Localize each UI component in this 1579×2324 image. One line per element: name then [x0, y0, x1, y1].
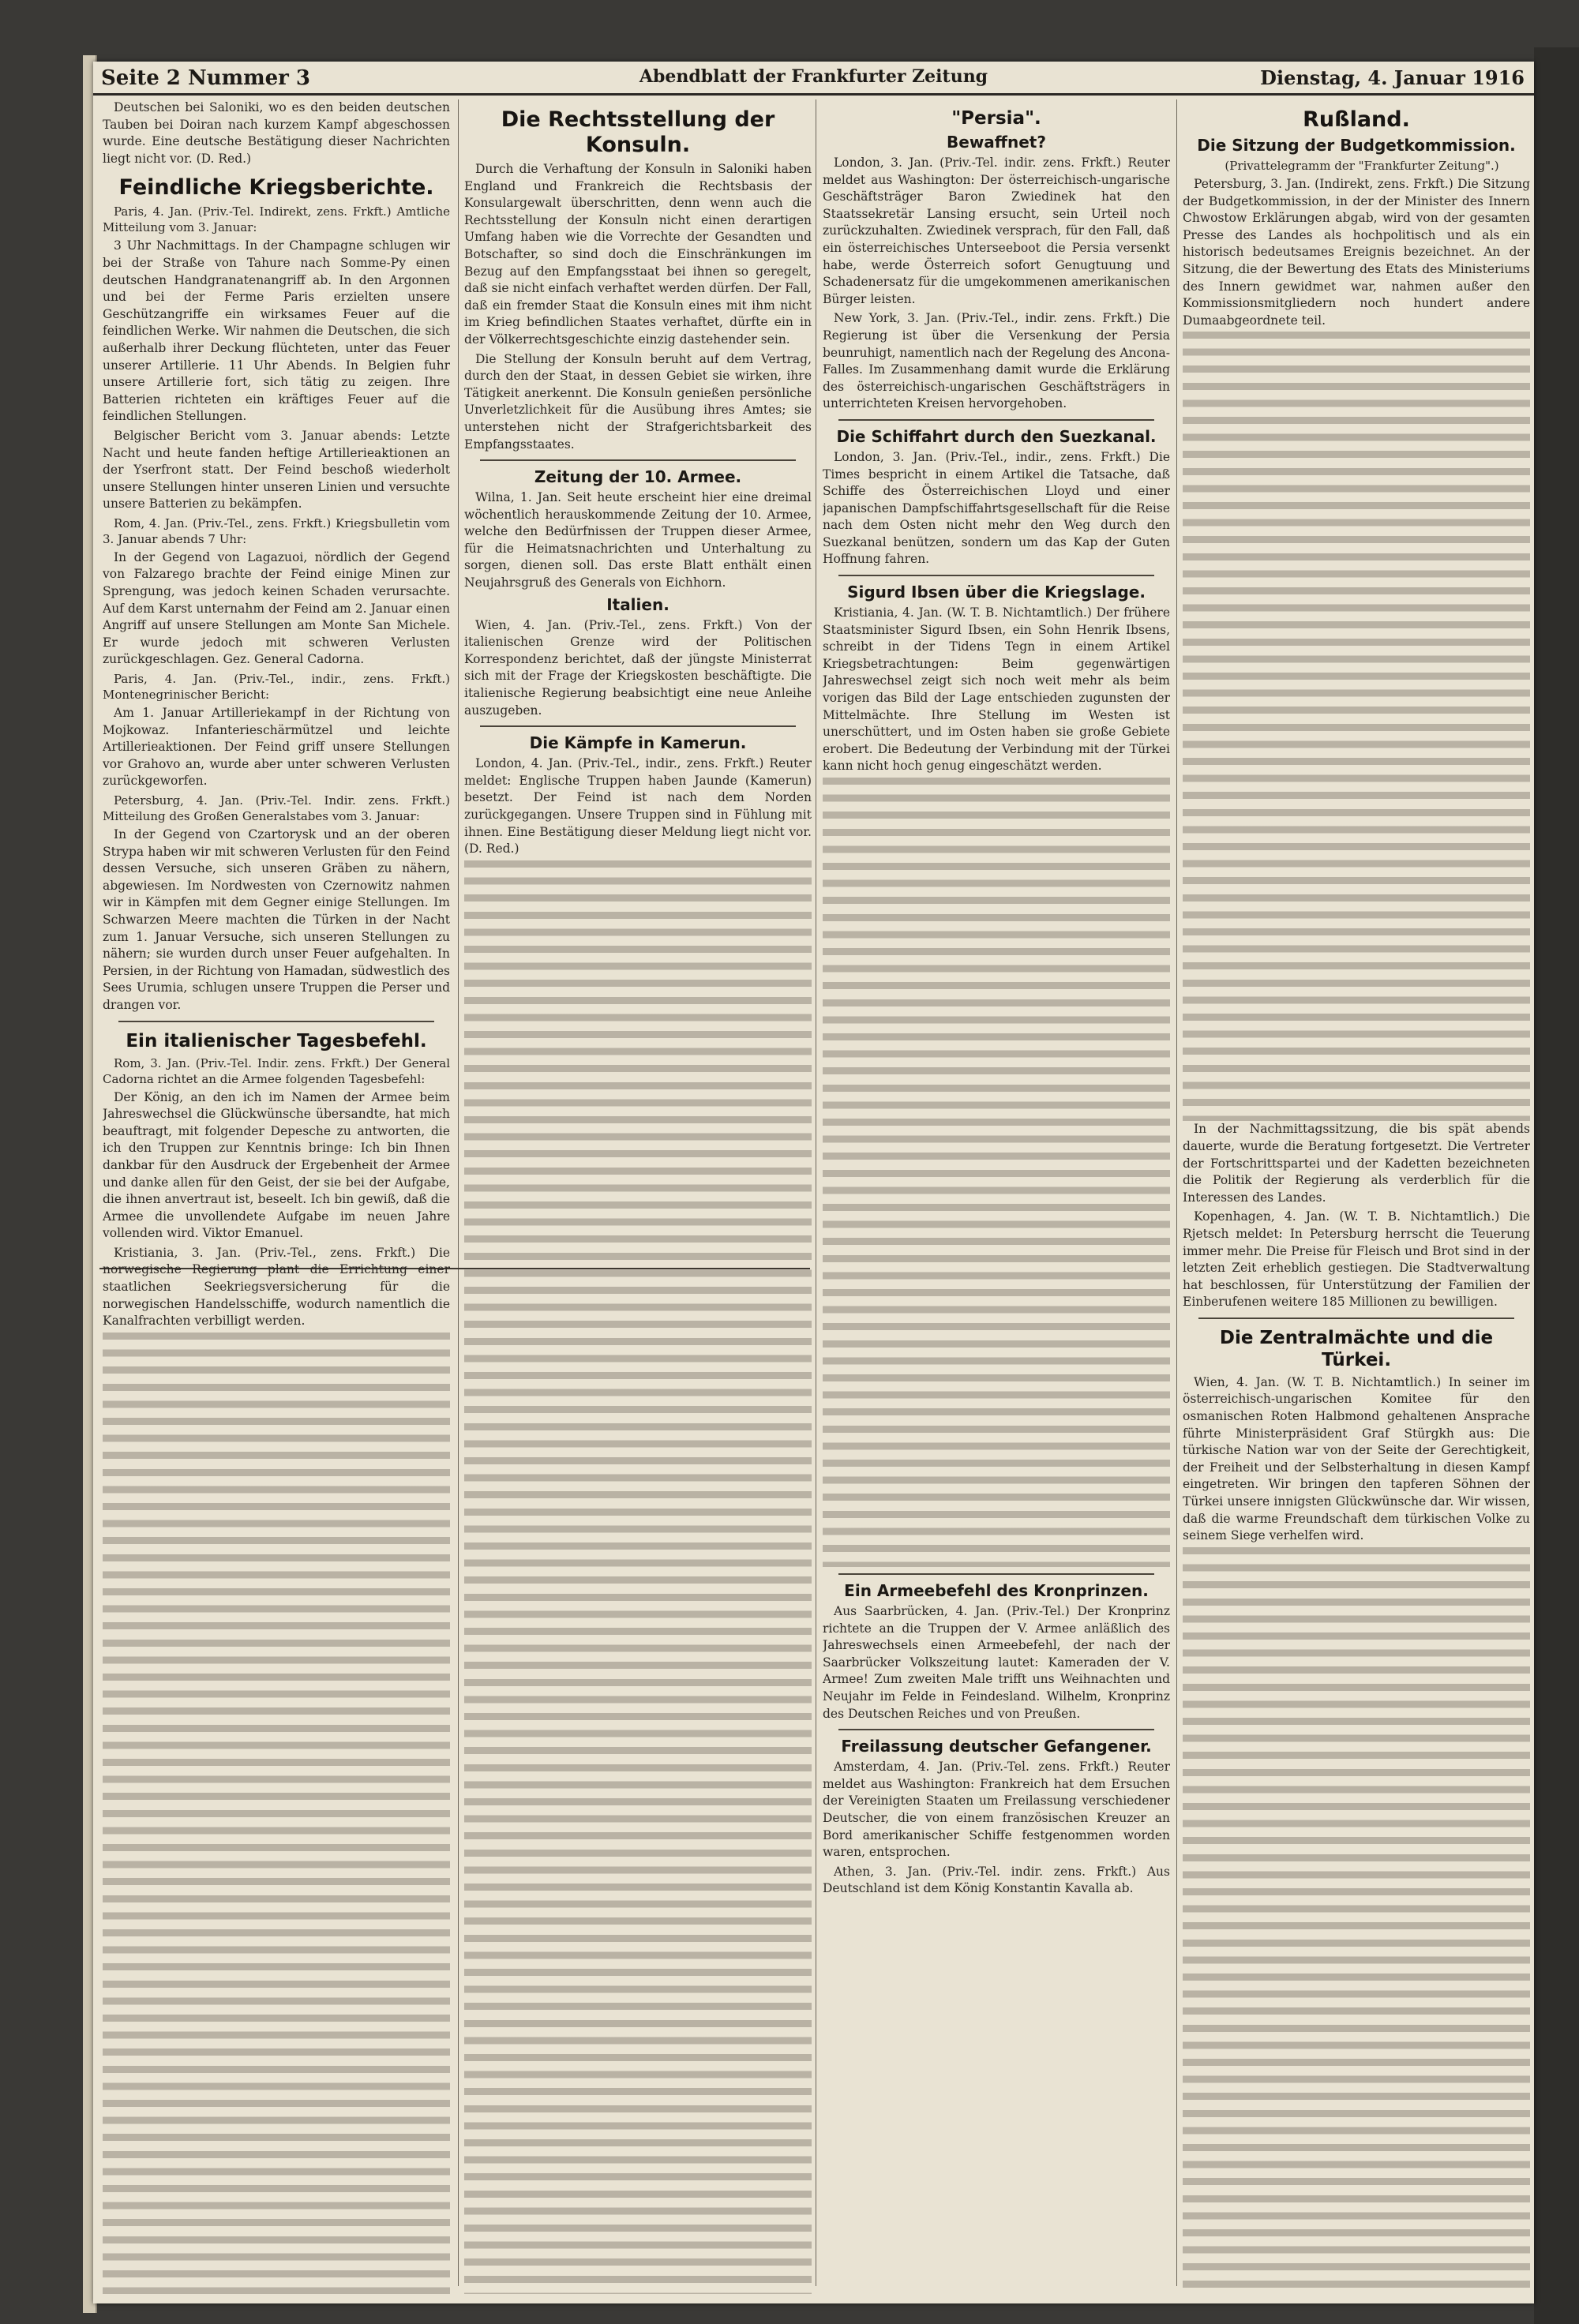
article-kopenhagen: Kopenhagen, 4. Jan. (W. T. B. Nichtamtlich.) Die Rjetsch meldet: In Petersburg herrscht die Teuerung immer mehr. Die Preise für Fleisch und Brot sind in der letzten Zeit erheblich gestiegen. Die Stadtverwaltung hat beschlossen, für Unterstützung der Familien der Einberufenen weitere 185 Millionen zu bewilligen. [1183, 1209, 1530, 1310]
article-kristiania: Kristiania, 3. Jan. (Priv.-Tel., zens. Frkft.) Die norwegische Regierung plant die Errichtung einer staatlichen Seekriegsversicherung für die norwegischen Handelsschiffe, wodurch namentlich die Kanalfrachten verbilligt werden. [103, 1245, 450, 1329]
article-rom: In der Gegend von Lagazuoi, nördlich der Gegend von Falzarego brachte der Feind einige Minen zur Sprengung, was jedoch keinen Schaden verursachte. Auf dem Karst unternahm der Feind am 2. Januar einen Angriff auf unsere Stellungen am Monte San Michele. Er wurde jedoch mit schweren Verlusten zurückgeschlagen. Gez. General Cadorna. [103, 549, 450, 667]
heading-zentralmaechte-tuerkei: Die Zentralmächte und die Türkei. [1219, 1327, 1494, 1370]
separator [838, 419, 1154, 421]
column-rule [1176, 99, 1177, 2286]
feuilleton-text-block [464, 860, 812, 2294]
intro-paragraph: Deutschen bei Saloniki, wo es den beiden deutschen Tauben bei Doiran nach kurzem Kampf abgeschossen wurde. Eine deutsche Bestätigung dieser Nachrichten liegt nicht vor. (D. Red.) [103, 100, 450, 166]
article-persia-2: New York, 3. Jan. (Priv.-Tel., indir. zens. Frkft.) Die Regierung ist über die Versenkung der Persia beunruhigt, namentlich nach der Regelung des Ancona-Falles. Im Zusammenhang damit wurde die Erklärung des österreichisch-ungarischen Geschäftsträgers in unterrichteten Kreisen hervorgehoben. [823, 311, 1170, 411]
dateline-rom: Rom, 4. Jan. (Priv.-Tel., zens. Frkft.) Kriegsbulletin vom 3. Januar abends 7 Uhr: [103, 515, 450, 546]
heading-italienischer-tagesbefehl: Ein italienischer Tagesbefehl. [126, 1030, 427, 1051]
heading-armeebefehl-kronprinz: Ein Armeebefehl des Kronprinzen. [844, 1581, 1149, 1600]
separator [118, 1021, 434, 1022]
heading-kaempfe-kamerun: Die Kämpfe in Kamerun. [529, 733, 747, 753]
heading-feindliche-kriegsberichte: Feindliche Kriegsberichte. [118, 175, 434, 201]
separator [480, 725, 796, 727]
article-athen: Athen, 3. Jan. (Priv.-Tel. indir. zens. Frkft.) Aus Deutschland ist dem König Konstantin Kavalla ab. [823, 1864, 1170, 1896]
column-2 [464, 99, 812, 2294]
dateline-tagesbefehl: Rom, 3. Jan. (Priv.-Tel. Indir. zens. Frkft.) Der General Cadorna richtet an die Armee folgenden Tagesbefehl: [103, 1055, 450, 1086]
newspaper-page [93, 62, 1534, 2303]
byline: (Privattelegramm der "Frankfurter Zeitung".) [1225, 159, 1499, 173]
article-zentralmaechte: Wien, 4. Jan. (W. T. B. Nichtamtlich.) In seiner im österreichisch-ungarischen Komitee für den osmanischen Roten Halbmond gehaltenen Ansprache führte Ministerpräsident Graf Stürgkh aus: Die türkische Nation war von der Seite der Gerechtigkeit, der Freiheit und der Selbsterhaltung in diesen Kampf eingetreten. Wir bringen den tapferen Söhnen der Türkei unsere innigsten Glückwünsche dar. Wir wissen, daß die warme Freundschaft dem türkischen Volke zu seinem Siege verhelfen wird. [1183, 1374, 1530, 1543]
heading-italien: Italien. [606, 594, 669, 614]
heading-suezkanal: Die Schiffahrt durch den Suezkanal. [836, 426, 1157, 446]
column-rule [458, 99, 459, 2286]
separator [838, 575, 1154, 576]
dateline-paris-2: Paris, 4. Jan. (Priv.-Tel., indir., zens. Frkft.) Montenegrinischer Bericht: [103, 672, 450, 703]
article-sigurd-ibsen: Kristiania, 4. Jan. (W. T. B. Nichtamtlich.) Der frühere Staatsminister Sigurd Ibsen, ein Sohn Henrik Ibsens, schreibt in der Tidens Tegn in einem Artikel Kriegsbetrachtungen: Beim gegenwärtigen Jahreswechsel zeigt sich noch weit mehr als beim vorigen das Bild der Lage entschieden zugunsten der Mittelmächte. Ihre Stellung im Westen ist unerschüttert, und im Osten haben sie große Gebiete erobert. Die Bedeutung der Verbindung mit der Türkei kann nicht hoch genug eingeschätzt werden. [823, 605, 1170, 774]
column-4 [1183, 99, 1530, 2294]
separator [838, 1573, 1154, 1575]
separator [480, 459, 796, 461]
article-kamerun: London, 4. Jan. (Priv.-Tel., indir., zens. Frkft.) Reuter meldet: Englische Truppen haben Jaunde (Kamerun) besetzt. Der Feind ist nach dem Norden zurückgegangen. Unsere Truppen sind in Fühlung mit ihnen. Eine Bestätigung dieser Meldung liegt nicht vor. (D. Red.) [464, 756, 812, 857]
heading-rechtsstellung-konsuln: Die Rechtsstellung der Konsuln. [501, 107, 775, 157]
article-text-block [823, 778, 1170, 1567]
subheading-budgetkommission: Die Sitzung der Budgetkommission. [1197, 136, 1516, 155]
masthead [93, 62, 1534, 96]
article-belgian-report: Belgischer Bericht vom 3. Januar abends: Letzte Nacht und heute fanden heftige Artillerieaktionen an der Yserfront statt. Der Feind beschoß wiederholt unsere Stellungen hinter unseren Linien und versuchte unsere Batterien zu bekämpfen. [103, 428, 450, 512]
article-konsuln-2: Die Stellung der Konsuln beruht auf dem Vertrag, durch den der Staat, in dessen Gebiet sie wirken, ihre Tätigkeit anerkennt. Die Konsuln genießen persönliche Unverletzlichkeit für die Ausübung ihres Amtes; sie unterstehen nicht der Strafgerichtsbarkeit des Empfangsstaates. [464, 351, 812, 452]
heading-persia: "Persia". [951, 108, 1041, 129]
article-zeitung-10-armee: Wilna, 1. Jan. Seit heute erscheint hier eine dreimal wöchentlich herauskommende Zeitung der 10. Armee, welche den Bedürfnissen der Truppen dieser Armee, für die Heimatsnachrichten und Unterhaltung zu sorgen, dienen soll. Das erste Blatt enthält einen Neujahrsgruß des Generals von Eichhorn. [464, 490, 812, 590]
heading-russland: Rußland. [1303, 107, 1410, 132]
column-3 [823, 99, 1170, 2294]
article-budgetkommission: Petersburg, 3. Jan. (Indirekt, zens. Frkft.) Die Sitzung der Budgetkommission, in der der Minister des Innern Chwostow Erklärungen abgab, wird von der gesamten Presse des Landes als hochpolitisch und als ein historisch bedeutsames Ereignis bezeichnet. An der Sitzung, die der Bewertung des Etats des Ministeriums des Innern gewidmet war, nahmen außer den Kommissionsmitgliedern noch hundert andere Dumaabgeordnete teil. [1183, 177, 1530, 328]
heading-sigurd-ibsen: Sigurd Ibsen über die Kriegslage. [847, 583, 1146, 602]
background-strip [1534, 47, 1579, 2324]
article-konsuln-1: Durch die Verhaftung der Konsuln in Saloniki haben England und Frankreich die Rechtsbasis der Konsulargewalt überschritten, denn wenn auch die Rechtsstellung der Konsuln nicht einen derartigen Umfang haben wie die Vorrechte der Gesandten und Botschafter, so sind doch die Einschränkungen im Bezug auf den Empfangsstaat bei ihnen so geregelt, daß sie nicht einfach verhaftet werden dürfen. Der Fall, daß ein fremder Staat die Konsuln eines mit ihm nicht im Krieg befindlichen Staates verhaftet, dürfte ein in der Völkerrechtsgeschichte einzig dastehender sein. [464, 162, 812, 347]
issue-date: Dienstag, 4. Januar 1916 [1260, 66, 1525, 89]
dateline-paris: Paris, 4. Jan. (Priv.-Tel. Indirekt, zens. Frkft.) Amtliche Mitteilung vom 3. Januar: [103, 204, 450, 235]
article-suezkanal: London, 3. Jan. (Priv.-Tel., indir., zens. Frkft.) Die Times bespricht in einem Artikel die Tatsache, daß Schiffe des Österreichischen Lloyd und einer japanischen Dampfschiffahrtsgesellschaft für die Reise nach dem Osten nicht mehr den Weg durch den Suezkanal benützen, sondern um das Kap der Guten Hoffnung fahren. [823, 449, 1170, 567]
article-paris: 3 Uhr Nachmittags. In der Champagne schlugen wir bei der Straße von Tahure nach Somme-Py einen deutschen Handgranatenangriff ab. In den Argonnen und bei der Ferme Paris erzielten unsere Geschützangriffe ein wirksames Feuer auf die feindlichen Werke. Wir nahmen die Deutschen, die sich außerhalb ihrer Deckung flüchteten, unter das Feuer unserer Artillerie. 11 Uhr Abends. In Belgien fuhr unsere Artillerie fort, sich tätig zu zeigen. Ihre Batterien richteten ein kräftiges Feuer auf die feindlichen Stellungen. [103, 238, 450, 424]
article-persia-1: London, 3. Jan. (Priv.-Tel. indir. zens. Frkft.) Reuter meldet aus Washington: Der österreichisch-ungarische Geschäftsträger Baron Zwiedinek hat den Staatssekretär Lansing ersucht, sein Urteil noch zurückzuhalten. Zwiedinek versprach, für den Fall, daß ein österreichisches Unterseeboot die Persia versenkt habe, werde Österreich sofort Genugtuung und Schadenersatz für die umgekommenen amerikanischen Bürger leisten. [823, 156, 1170, 306]
heading-freilassung-gefangener: Freilassung deutscher Gefangener. [841, 1737, 1152, 1756]
dateline-petersburg: Petersburg, 4. Jan. (Priv.-Tel. Indir. zens. Frkft.) Mitteilung des Großen Generalstabes vom 3. Januar: [103, 793, 450, 823]
article-text-block [1183, 1547, 1530, 2294]
article-nachmittagssitzung: In der Nachmittagssitzung, die bis spät abends dauerte, wurde die Beratung fortgesetzt. Die Vertreter der Fortschrittspartei und der Kadetten bezeichneten die Politik der Regierung als verderblich für die Interessen des Landes. [1183, 1122, 1530, 1205]
separator [1198, 1318, 1514, 1319]
subheading-bewaffnet: Bewaffnet? [947, 133, 1046, 152]
article-tagesbefehl: Der König, an den ich im Namen der Armee beim Jahreswechsel die Glückwünsche übersandte, hat mich beauftragt, mit folgender Depesche zu antworten, die ich den Truppen zur Kenntnis bringe: Ich bin Ihnen dankbar für den Ausdruck der Ergebenheit der Armee und danke allen für den Geist, der sie bei der Aufgabe, die ihnen anvertraut ist, beseelt. Ich bin gewiß, daß die Armee die unvollendete Aufgabe im neuen Jahre vollenden wird. Viktor Emanuel. [103, 1089, 450, 1241]
article-montenegro: Am 1. Januar Artilleriekampf in der Richtung von Mojkowaz. Infanterieschärmützel und leichte Artillerieaktionen. Der Feind griff unsere Stellungen vor Grahovo an, wurde aber unter schweren Verlusten zurückgeworfen. [103, 706, 450, 789]
article-italien: Wien, 4. Jan. (Priv.-Tel., zens. Frkft.) Von der italienischen Grenze wird der Politischen Korrespondenz berichtet, daß der jüngste Ministerrat sich mit der Frage der Kriegskosten beschäftigte. Die italienische Regierung beabsichtigt eine neue Anleihe auszugeben. [464, 617, 812, 718]
article-text-block [1183, 332, 1530, 1121]
feuilleton-text-block [103, 1333, 450, 2294]
article-armeebefehl: Aus Saarbrücken, 4. Jan. (Priv.-Tel.) Der Kronprinz richtete an die Truppen der V. Armee anläßlich des Jahreswechsels einen Armeebefehl, der nach der Saarbrücker Volkszeitung lautet: Kameraden der V. Armee! Zum zweiten Male trifft uns Weihnachten und Neujahr im Felde in Feindesland. Wilhelm, Kronprinz des Deutschen Reiches und von Preußen. [823, 1604, 1170, 1721]
separator [838, 1729, 1154, 1730]
column-1 [103, 99, 450, 2294]
article-petersburg: In der Gegend von Czartorysk und an der oberen Strypa haben wir mit schweren Verlusten für den Feind dessen Versuche, sich unseren Gräben zu nähern, abgewiesen. Im Nordwesten von Czernowitz nahmen wir in Kämpfen mit dem Gegner einige Stellungen. Im Schwarzen Meere machten die Türken in der Nacht zum 1. Januar Versuche, sich unseren Stellungen zu nähern; sie wurden durch unser Feuer aufgehalten. In Persien, in der Richtung von Hamadan, südwestlich des Sees Urumia, schlugen unsere Truppen die Perser und drangen vor. [103, 827, 450, 1012]
page-number: Seite 2 Nummer 3 [101, 66, 311, 90]
article-freilassung: Amsterdam, 4. Jan. (Priv.-Tel. zens. Frkft.) Reuter meldet aus Washington: Frankreich hat dem Ersuchen der Vereinigten Staaten um Freilassung verschiedener Deutscher, die von einem französischen Kreuzer an Bord amerikanischer Schiffe festgenommen worden waren, entsprochen. [823, 1760, 1170, 1860]
heading-zeitung-10-armee: Zeitung der 10. Armee. [534, 467, 742, 487]
newspaper-title: Abendblatt der Frankfurter Zeitung [639, 66, 988, 87]
